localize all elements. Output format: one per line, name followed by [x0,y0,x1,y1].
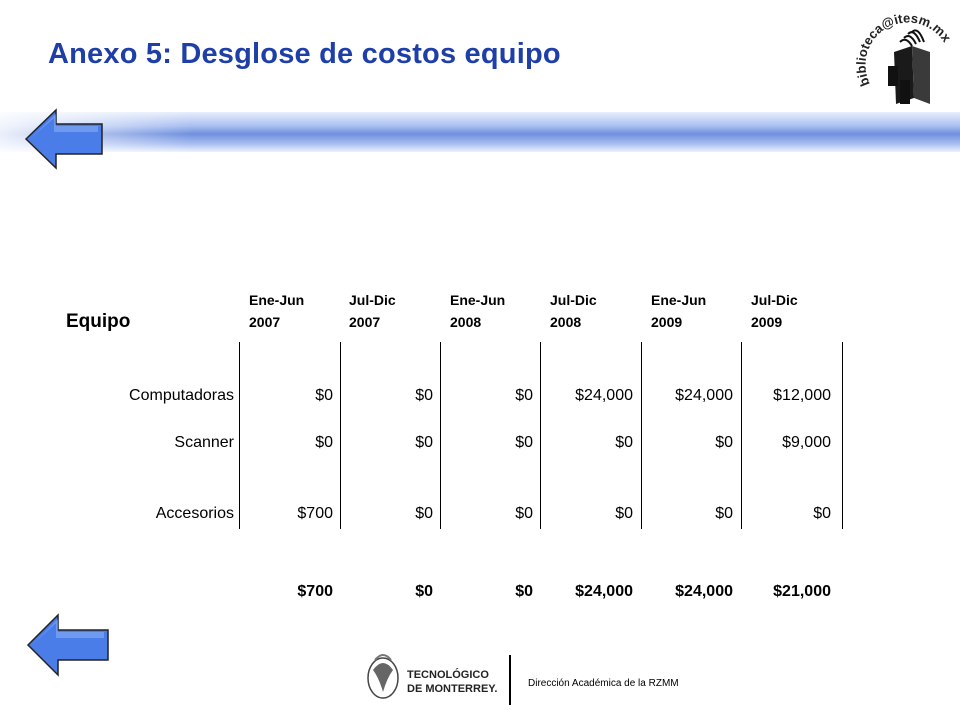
table-cell: $0 [515,505,533,522]
table-cell: $0 [615,505,633,522]
left-arrow-icon [28,615,108,675]
period-header [249,289,304,333]
table-cell: $24,000 [575,387,633,404]
table-cell: $12,000 [773,387,831,404]
table-cell: $0 [415,434,433,451]
logo-text: biblioteca@itesm.mx [853,10,955,89]
period-line1: Ene-Jun [450,292,506,308]
department-label: Dirección Académica de la RZMM [528,678,679,689]
tec-monterrey-logo [365,648,505,704]
table-cell: $0 [715,505,733,522]
period-line1: Ene-Jun [249,292,305,308]
table-cell: $0 [813,505,831,522]
seal-icon [368,655,398,698]
table-cell: $0 [415,387,433,404]
period-line2: 2009 [751,314,783,330]
slide-title: Anexo 5: Desglose de costos equipo [48,38,561,70]
table-cell: $0 [315,387,333,404]
period-line1: Jul-Dic [349,292,396,308]
institution-line1: TECNOLÓGICO [407,669,489,681]
period-header [651,289,706,333]
period-line2: 2008 [450,314,482,330]
row-label-computadoras: Computadoras [129,387,234,404]
row-label-scanner: Scanner [174,434,234,451]
period-header [751,289,798,333]
table-header-label: Equipo [66,311,131,332]
row-label-accesorios: Accesorios [155,505,234,522]
grid-line [842,342,843,529]
period-line1: Jul-Dic [550,292,597,308]
total-cell: $21,000 [773,583,831,600]
total-cell: $24,000 [575,583,633,600]
footer-divider [509,655,511,705]
back-arrow-bottom[interactable] [26,613,112,677]
table-cell: $0 [315,434,333,451]
table-cell: $0 [515,387,533,404]
total-cell: $700 [297,583,333,600]
table-cell: $0 [615,434,633,451]
period-header [349,289,396,333]
total-cell: $0 [415,583,433,600]
table-cell: $700 [297,505,333,522]
period-header [450,289,505,333]
period-header [550,289,597,333]
period-line2: 2009 [651,314,683,330]
table-cell: $9,000 [782,434,831,451]
table-cell: $0 [515,434,533,451]
period-line2: 2007 [349,314,381,330]
table-cell: $0 [415,505,433,522]
table-cell: $24,000 [675,387,733,404]
total-cell: $24,000 [675,583,733,600]
period-line2: 2007 [249,314,281,330]
table-cell: $0 [715,434,733,451]
total-cell: $0 [515,583,533,600]
period-line1: Ene-Jun [651,292,707,308]
period-line2: 2008 [550,314,582,330]
institution-line2: DE MONTERREY. [407,683,498,695]
period-line1: Jul-Dic [751,292,798,308]
